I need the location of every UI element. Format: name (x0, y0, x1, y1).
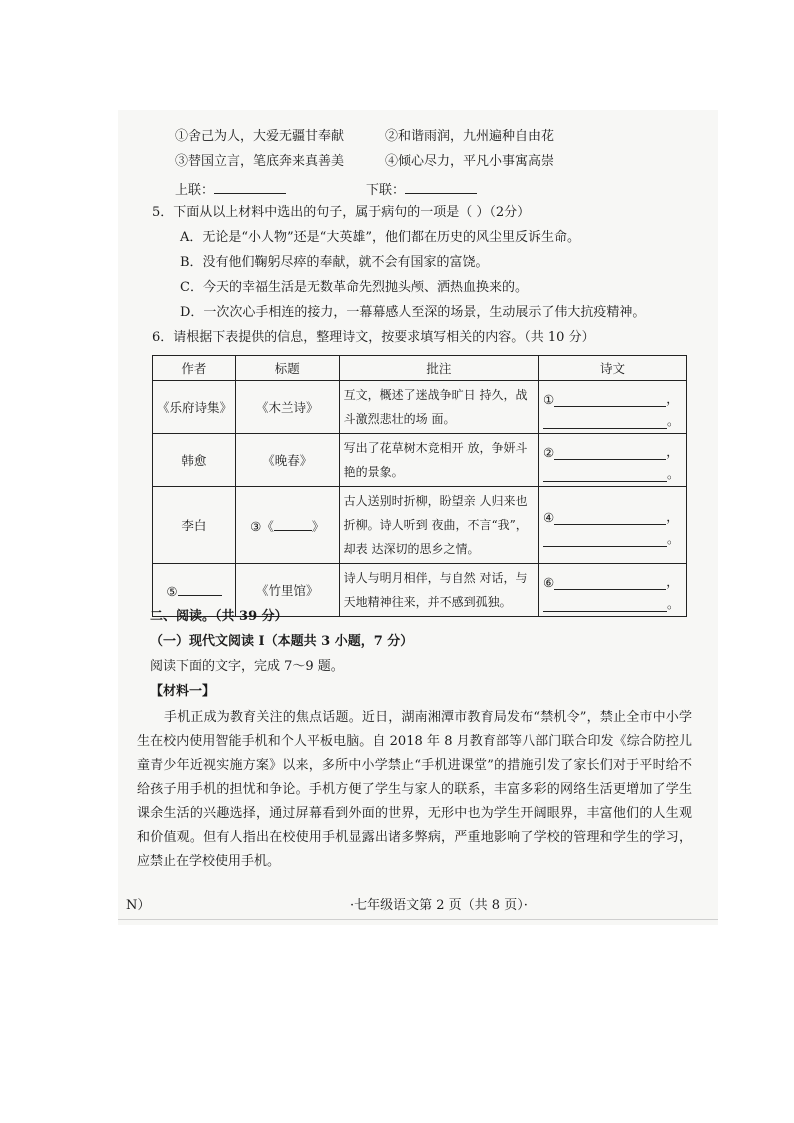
row3-author: 李白 (153, 487, 236, 564)
q5-option-c: C．今天的幸福生活是无数革命先烈抛头颅、洒热血换来的。 (180, 280, 528, 295)
header-poem: 诗文 (539, 356, 687, 381)
row4-author-blank[interactable] (178, 581, 222, 596)
section2-subheading: （一）现代文阅读 Ⅰ（本题共 3 小题，7 分） (150, 634, 414, 649)
lower-couplet-label: 下联： (366, 183, 406, 198)
row3-poem (539, 487, 687, 564)
row2-poem (539, 434, 687, 487)
row4-blank-1[interactable] (554, 575, 666, 590)
row3-comma: ， (666, 509, 679, 524)
footer-left: N） (126, 898, 151, 913)
couplet-option-4: ④倾心尽力，平凡小事寓高崇 (385, 154, 555, 169)
q6-stem: 6．请根据下表提供的信息，整理诗文，按要求填写相关的内容。（共 10 分） (152, 330, 595, 345)
row1-note: 互文，概述了迷战争旷日 持久，战斗激烈悲壮的场 面。 (339, 381, 538, 434)
row4-comma: ， (666, 574, 679, 589)
row3-blank-2[interactable] (543, 532, 667, 547)
poem-table (152, 355, 687, 617)
row1-blank-2[interactable] (543, 414, 667, 429)
row2-period: 。 (667, 466, 680, 481)
table-row (153, 381, 687, 434)
row4-marker: ⑥ (543, 575, 555, 590)
material-one-paragraph: 手机正成为教育关注的焦点话题。近日，湖南湘潭市教育局发布“禁机令”，禁止全市中小学生在校内使用智能手机和个人平板电脑。自 2018 年 8 月教育部等八部门联合印发《综合防控儿童青少年近视实施方案》以来，多所中小学禁止“手机进课堂”的措施引发了家长们对于平时给不给孩子用手机的担忧和争论。手机方便了学生与家人的联系，丰富多彩的网络生活更增加了学生课余生活的兴趣选择，通过屏幕看到外面的世界，无形中也为学生开阔眼界，丰富他们的人生观和价值观。但有人指出在校使用手机显露出诸多弊病，严重地影响了学校的管理和学生的学习，应禁止在学校使用手机。 (137, 710, 692, 869)
q5-option-a: A．无论是“小人物”还是“大英雄”，他们都在历史的风尘里反诉生命。 (180, 230, 580, 245)
table-header-row (153, 356, 687, 381)
row1-poem (539, 381, 687, 434)
row3-period: 。 (667, 531, 680, 546)
row2-title: 《晚春》 (235, 434, 339, 487)
upper-couplet-blank[interactable] (214, 179, 286, 194)
row4-period: 。 (667, 596, 680, 611)
row2-marker: ② (543, 445, 555, 460)
header-title: 标题 (235, 356, 339, 381)
row2-blank-2[interactable] (543, 467, 667, 482)
row3-blank-1[interactable] (554, 510, 666, 525)
section2-instruction: 阅读下面的文字，完成 7～9 题。 (150, 659, 344, 674)
row1-marker: ① (543, 392, 555, 407)
row4-author-marker: ⑤ (166, 584, 178, 599)
row3-title-marker: ③《 (250, 518, 274, 534)
material-one-label: 【材料一】 (150, 684, 216, 699)
row2-note: 写出了花草树木竞相开 放，争妍斗艳的景象。 (339, 434, 538, 487)
q5-option-d: D．一次次心手相连的接力，一幕幕感人至深的场景，生动展示了伟大抗疫精神。 (180, 305, 646, 320)
footer-page-number: ·七年级语文第 2 页（共 8 页）· (350, 898, 528, 913)
row4-blank-2[interactable] (543, 597, 667, 612)
row1-title: 《木兰诗》 (235, 381, 339, 434)
couplet-option-1: ①舍己为人，大爱无疆甘奉献 (175, 129, 345, 144)
row2-author: 韩愈 (153, 434, 236, 487)
row3-marker: ④ (543, 510, 555, 525)
q5-stem: 5．下面从以上材料中选出的句子，属于病句的一项是（ ）（2分） (152, 205, 531, 220)
row2-blank-1[interactable] (554, 445, 666, 460)
q5-option-b: B．没有他们鞠躬尽瘁的奉献，就不会有国家的富饶。 (180, 255, 489, 270)
header-note: 批注 (339, 356, 538, 381)
lower-couplet-blank[interactable] (405, 179, 477, 194)
lower-couplet-row (366, 179, 477, 200)
row4-poem (539, 564, 687, 617)
section2-heading: 二、阅读。（共 39 分） (150, 609, 288, 624)
footer-rule (118, 919, 718, 920)
row1-blank-1[interactable] (554, 392, 666, 407)
couplet-option-3: ③替国立言，笔底奔来真善美 (175, 154, 345, 169)
row3-title-blank[interactable] (274, 516, 312, 531)
table-row (153, 434, 687, 487)
row4-title: 《竹里馆》 (235, 564, 339, 617)
row2-comma: ， (666, 444, 679, 459)
upper-couplet-row (175, 179, 286, 200)
row1-author: 《乐府诗集》 (153, 381, 236, 434)
header-author: 作者 (153, 356, 236, 381)
row3-title-close: 》 (311, 518, 325, 534)
couplet-option-2: ②和谐雨润，九州遍种自由花 (385, 129, 555, 144)
row4-note: 诗人与明月相伴，与自然 对话，与天地精神往来，并不感到孤独。 (339, 564, 538, 617)
row3-title (235, 487, 339, 564)
table-row (153, 487, 687, 564)
row1-comma: ， (666, 391, 679, 406)
row3-note: 古人送别时折柳，盼望亲 人归来也折柳。诗人听到 夜曲，不言“我”，却表 达深切的思乡之情。 (339, 487, 538, 564)
upper-couplet-label: 上联： (175, 183, 215, 198)
row1-period: 。 (667, 413, 680, 428)
